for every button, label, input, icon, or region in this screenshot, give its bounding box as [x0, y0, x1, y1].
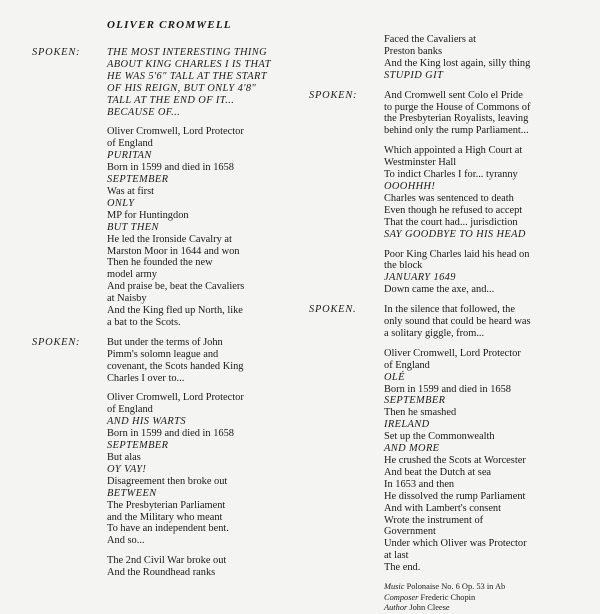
lyric-line: OLÉ: [384, 371, 405, 383]
credit-value: Polonaise No. 6 Op. 53 in Ab: [406, 582, 506, 592]
lyric-line: to purge the House of Commons of: [384, 101, 531, 113]
lyric-line: And so...: [107, 535, 145, 547]
lyric-line: SAY GOODBYE TO HIS HEAD: [384, 228, 526, 240]
lyric-line: SEPTEMBER: [107, 440, 169, 452]
lyric-line: But alas: [107, 452, 141, 463]
lyric-line: In 1653 and then: [384, 478, 455, 490]
lyric-line: To indict Charles I for... tyranny: [384, 169, 518, 181]
speaker-label: SPOKEN:: [32, 336, 81, 348]
speaker-label: SPOKEN:: [32, 47, 81, 58]
lyric-line: Government: [384, 526, 436, 538]
lyric-line: OY VAY!: [107, 463, 147, 475]
lyric-line: Disagreement then broke out: [107, 475, 228, 487]
lyric-line: AND MORE: [384, 443, 440, 455]
credit-value: John Cleese: [409, 603, 450, 613]
lyric-line: And with Lambert's consent: [384, 502, 502, 514]
lyric-line: a solitary giggle, from...: [384, 327, 485, 339]
lyric-line: In the silence that followed, the: [384, 304, 515, 316]
lyric-line: But under the terms of John: [107, 336, 223, 348]
right-column: [309, 34, 584, 614]
credits: [384, 582, 584, 614]
lyric-line: covenant, the Scots handed King: [107, 360, 244, 372]
lyric-line: Charles was sentenced to death: [384, 192, 514, 204]
lyric-line: TALL AT THE END OF IT...: [107, 94, 235, 106]
verse-block: [384, 145, 584, 240]
lyric-line: Oliver Cromwell, Lord Protector: [384, 347, 521, 359]
lyric-line: JANUARY 1649: [384, 272, 456, 284]
speaker-label: SPOKEN.: [309, 304, 357, 316]
lyric-line: Born in 1599 and died in 1658: [384, 383, 511, 395]
verse-block: [32, 336, 302, 385]
lyric-line: The end.: [384, 562, 421, 574]
lyric-line: SEPTEMBER: [384, 395, 446, 407]
lyric-line: at last: [384, 550, 409, 562]
lyric-line: To have an independent bent.: [107, 523, 229, 535]
credit-line: [384, 603, 584, 614]
lyric-line: ABOUT KING CHARLES I IS THAT: [107, 58, 271, 70]
lyric-line: And beat the Dutch at sea: [384, 466, 492, 478]
lyric-line: And the Roundhead ranks: [107, 567, 216, 579]
lyric-line: And praise be, beat the Cavaliers: [107, 281, 245, 293]
lyric-line: Under which Oliver was Protector: [384, 538, 527, 550]
lyric-line: Pimm's solomn league and: [107, 348, 219, 360]
right-column-blocks: [309, 34, 584, 574]
lyric-line: BETWEEN: [107, 487, 157, 499]
lyric-line: Westminster Hall: [384, 157, 457, 169]
lyric-line: Born in 1599 and died in 1658: [107, 162, 234, 174]
lyric-line: Marston Moor in 1644 and won: [107, 245, 240, 257]
lyric-line: at Naisby: [107, 293, 147, 305]
lyric-line: model army: [107, 269, 157, 281]
lyric-line: Which appointed a High Court at: [384, 145, 523, 157]
lyric-line: The Presbyterian Parliament: [107, 499, 226, 511]
lyric-line: behind only the rump Parliament...: [384, 125, 529, 137]
lyric-line: IRELAND: [384, 419, 430, 431]
verse-block: [384, 348, 584, 574]
lyric-line: BECAUSE OF...: [107, 106, 181, 118]
credit-line: [384, 582, 584, 593]
lyric-line: ONLY: [107, 197, 135, 209]
verse-block: [384, 249, 584, 297]
verse-block: [107, 126, 302, 328]
credit-label: Composer: [384, 592, 419, 602]
verse-block: [309, 304, 584, 340]
credit-label: Music: [384, 582, 405, 592]
lyric-line: Wrote the instrument of: [384, 514, 484, 526]
verse-block: [107, 555, 302, 579]
lyric-line: the block: [384, 260, 423, 272]
lyric-line: He dissolved the rump Parliament: [384, 490, 526, 502]
lyric-line: THE MOST INTERESTING THING: [107, 47, 268, 58]
lyric-line: And the King lost again, silly thing: [384, 57, 531, 69]
lyric-line: AND HIS WARTS: [107, 416, 186, 428]
lyric-line: of England: [384, 359, 430, 371]
lyric-line: Oliver Cromwell, Lord Protector: [107, 126, 244, 138]
lyric-line: and the Military who meant: [107, 511, 223, 523]
lyric-line: Even though he refused to accept: [384, 204, 523, 216]
lyric-line: OOOHHH!: [384, 180, 436, 192]
verse-block: [384, 34, 584, 82]
lyric-line: Was at first: [107, 185, 155, 197]
lyric-line: Preston banks: [384, 45, 443, 57]
lyric-line: PURITAN: [107, 150, 152, 162]
lyric-line: BUT THEN: [107, 221, 159, 233]
lyric-line: MP for Huntingdon: [107, 209, 189, 221]
lyric-line: Then he smashed: [384, 407, 457, 419]
lyric-line: STUPID GIT: [384, 69, 444, 81]
left-column: [32, 47, 302, 587]
lyric-line: the Presbyterian Royalists, leaving: [384, 113, 529, 125]
song-title: OLIVER CROMWELL: [107, 19, 232, 31]
lyric-line: HE WAS 5'6" TALL AT THE START: [107, 70, 267, 82]
lyric-line: That the court had... jurisdiction: [384, 216, 518, 228]
lyric-line: only sound that could be heard was: [384, 316, 531, 328]
lyric-line: Poor King Charles laid his head on: [384, 248, 530, 260]
lyric-line: And Cromwell sent Colo el Pride: [384, 89, 523, 101]
credit-label: Author: [384, 603, 408, 613]
lyric-line: The 2nd Civil War broke out: [107, 555, 227, 567]
lyric-line: Down came the axe, and...: [384, 284, 495, 296]
verse-block: [32, 47, 302, 118]
lyric-line: a bat to the Scots.: [107, 316, 181, 328]
verse-block: [107, 392, 302, 547]
lyric-line: Born in 1599 and died in 1658: [107, 428, 234, 440]
lyric-line: of England: [107, 138, 153, 150]
lyric-line: OF HIS REIGN, BUT ONLY 4'8": [107, 82, 257, 94]
lyric-line: Then he founded the new: [107, 257, 213, 269]
lyric-line: SEPTEMBER: [107, 174, 169, 186]
lyric-line: Charles I over to...: [107, 372, 185, 384]
lyric-line: Oliver Cromwell, Lord Protector: [107, 392, 244, 404]
lyric-line: Faced the Cavaliers at: [384, 34, 477, 45]
lyric-line: And the King fled up North, like: [107, 305, 243, 317]
lyric-line: of England: [107, 404, 153, 416]
credit-value: Frederic Chopin: [420, 592, 476, 602]
lyric-line: He led the Ironside Cavalry at: [107, 233, 232, 245]
lyric-line: Set up the Commonwealth: [384, 431, 495, 443]
credit-line: [384, 593, 584, 604]
speaker-label: SPOKEN:: [309, 89, 358, 101]
verse-block: [309, 89, 584, 138]
lyric-line: He crushed the Scots at Worcester: [384, 455, 526, 466]
